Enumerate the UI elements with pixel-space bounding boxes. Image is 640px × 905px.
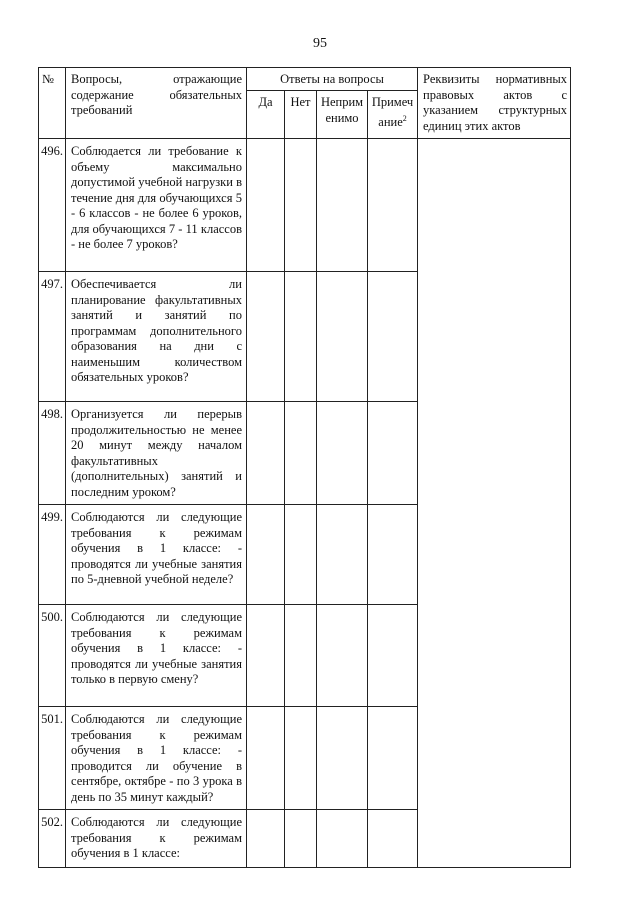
header-answers: Ответы на вопросы — [247, 68, 418, 91]
row-number: 498. — [39, 402, 66, 505]
answer-note-cell[interactable] — [368, 272, 418, 402]
row-question: Организуется ли перерыв продолжительностью не менее 20 минут между началом факультативных (дополнительных) занятий и последним уроком? — [66, 402, 247, 505]
answer-note-cell[interactable] — [368, 402, 418, 505]
row-number: 501. — [39, 707, 66, 810]
answer-no-cell[interactable] — [285, 272, 317, 402]
header-no: Нет — [285, 91, 317, 139]
answer-yes-cell[interactable] — [247, 707, 285, 810]
answer-no-cell[interactable] — [285, 707, 317, 810]
header-yes: Да — [247, 91, 285, 139]
header-note — [368, 91, 418, 139]
row-question: Соблюдаются ли следующие требования к режимам обучения в 1 классе: - проводятся ли учебные занятия только в первую смену? — [66, 605, 247, 707]
row-question: Соблюдаются ли следующие требования к режимам обучения в 1 классе: - проводится ли обучение в сентябре, октябре - по 3 урока в день по 35 минут каждый? — [66, 707, 247, 810]
answer-no-cell[interactable] — [285, 810, 317, 868]
answer-no-cell[interactable] — [285, 505, 317, 605]
row-number: 497. — [39, 272, 66, 402]
row-question: Соблюдаются ли следующие требования к режимам обучения в 1 классе: — [66, 810, 247, 868]
answer-note-cell[interactable] — [368, 810, 418, 868]
table-row — [39, 139, 571, 272]
header-row — [39, 68, 571, 91]
header-number: № — [39, 68, 66, 139]
row-question: Обеспечивается ли планирование факультативных занятий и занятий по программам дополнительного образования на дни с наименьшим количеством обязательных уроков? — [66, 272, 247, 402]
answer-yes-cell[interactable] — [247, 402, 285, 505]
answer-note-cell[interactable] — [368, 505, 418, 605]
answer-note-cell[interactable] — [368, 605, 418, 707]
answer-not-applicable-cell[interactable] — [317, 272, 368, 402]
header-note-footnote: 2 — [402, 113, 407, 123]
answer-not-applicable-cell[interactable] — [317, 139, 368, 272]
answer-no-cell[interactable] — [285, 605, 317, 707]
answer-not-applicable-cell[interactable] — [317, 505, 368, 605]
answer-no-cell[interactable] — [285, 139, 317, 272]
row-number: 499. — [39, 505, 66, 605]
answer-not-applicable-cell[interactable] — [317, 707, 368, 810]
answer-yes-cell[interactable] — [247, 810, 285, 868]
header-not-applicable: Неприм енимо — [317, 91, 368, 139]
answer-yes-cell[interactable] — [247, 272, 285, 402]
row-question: Соблюдаются ли следующие требования к режимам обучения в 1 классе: - проводятся ли учебные занятия по 5-дневной учебной неделе? — [66, 505, 247, 605]
answer-yes-cell[interactable] — [247, 505, 285, 605]
answer-not-applicable-cell[interactable] — [317, 605, 368, 707]
header-note-text: Примеч ание — [371, 95, 414, 129]
header-question: Вопросы, отражающие содержание обязательных требований — [66, 68, 247, 139]
row-number: 500. — [39, 605, 66, 707]
row-number: 502. — [39, 810, 66, 868]
answer-not-applicable-cell[interactable] — [317, 402, 368, 505]
header-requisites: Реквизиты нормативных правовых актов с указанием структурных единиц этих актов — [418, 68, 571, 139]
answer-yes-cell[interactable] — [247, 139, 285, 272]
row-question: Соблюдается ли требование к объему максимально допустимой учебной нагрузки в течение дня для обучающихся 5 - 6 классов - не более 6 уроков, для обучающихся 7 - 11 классов - не более 7 уроков? — [66, 139, 247, 272]
page-number: 95 — [313, 36, 327, 51]
answer-yes-cell[interactable] — [247, 605, 285, 707]
answer-no-cell[interactable] — [285, 402, 317, 505]
answer-not-applicable-cell[interactable] — [317, 810, 368, 868]
answer-note-cell[interactable] — [368, 139, 418, 272]
checklist-table — [38, 67, 571, 868]
requisites-cell — [418, 139, 571, 868]
answer-note-cell[interactable] — [368, 707, 418, 810]
row-number: 496. — [39, 139, 66, 272]
